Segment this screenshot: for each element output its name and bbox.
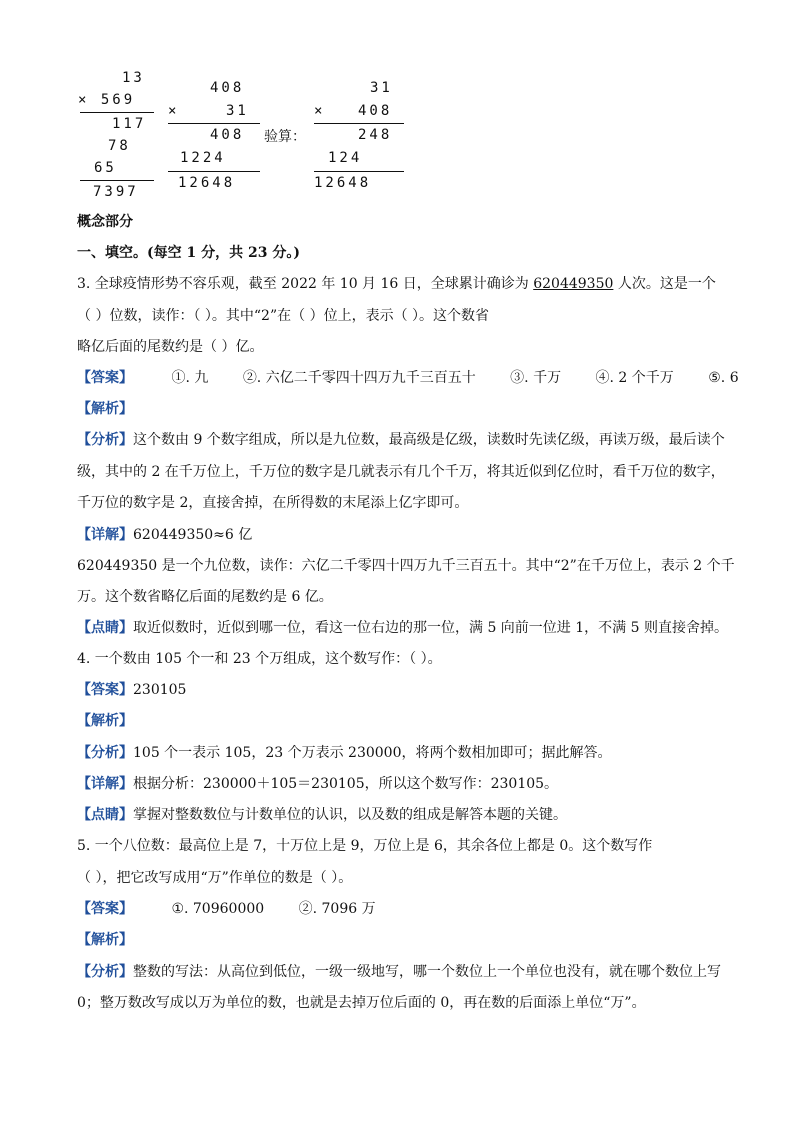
q5-answer-1: ①. 70960000 [171,901,265,917]
calc-mid-row4: 1224 [180,150,226,166]
q5-fenxi1 [77,962,721,982]
calc-left-row2: × 569 [78,92,136,108]
q3-answer-3: ③. 千万 [510,370,562,386]
q3-answer-5: ⑤. 6 [708,370,739,386]
q3-fenxi-text1: 这个数由 9 个数字组成，所以是九位数，最高级是亿级，读数时先读亿级，再读万级，最后读个 [133,432,725,448]
calc-left-result: 7397 [93,184,139,200]
q5-answer-2: ②. 7096 万 [298,901,376,917]
calc-mid-rule1 [168,123,260,124]
q3-fenxi2: 级，其中的 2 在千万位上，千万位的数字是几就表示有几个千万，将其近似到亿位时，看千万位的数字， [77,464,725,480]
calc-left-row3: 117 [112,116,147,132]
q3-answer-2: ②. 六亿二千零四十四万九千三百五十 [242,370,476,386]
calc-right-result: 12648 [314,175,372,191]
calc-right-row4: 124 [328,150,363,166]
q5-fenxi-tag: 【分析】 [77,964,133,980]
check-label: 验算： [264,129,306,145]
q3-answer [77,368,739,388]
q3-dianjing [77,618,728,638]
q3-line2: （ ）位数，读作：（ ）。其中“2”在（ ）位上，表示（ ）。这个数省 [77,308,490,324]
q3-answer-list [171,370,738,386]
q3-fenxi3: 千万位的数字是 2，直接舍掉，在所得数的末尾添上亿字即可。 [77,495,469,511]
q3-line1-b: 人次。这是一个 [613,276,716,292]
q3-xiangjie2: 620449350 是一个九位数，读作：六亿二千零四十四万九千三百五十。其中“2”在千万位上，表示 2 个千 [77,558,735,574]
calc-mid-rule2 [168,171,260,172]
q3-line3: 略亿后面的尾数约是（ ）亿。 [77,339,264,355]
q4-dianjing-text: 掌握对整数数位与计数单位的认识，以及数的组成是解答本题的关键。 [133,807,567,823]
q3-xiangjie1 [77,525,252,545]
calc-right-row3: 248 [358,127,393,143]
calc-mid-row1: 408 [210,80,245,96]
q3-answer-1: ①. 九 [171,370,209,386]
q4-fenxi [77,743,612,763]
q5-line1: 5. 一个八位数：最高位上是 7，十万位上是 9，万位上是 6，其余各位上都是 0。这个数写作 [77,838,653,854]
calc-left-row5: 65 [94,160,117,176]
calc-left-rule1 [80,112,154,113]
q4-xiangjie-text: 根据分析：230000＋105＝230105，所以这个数写作：230105。 [133,776,559,792]
q4-xiangjie-tag: 【详解】 [77,776,133,792]
q3-dianjing-tag: 【点睛】 [77,620,133,636]
q3-number: 620449350 [533,276,614,292]
q3-fenxi-tag: 【分析】 [77,432,133,448]
q4-dianjing-tag: 【点睛】 [77,807,133,823]
q3-fenxi1 [77,430,725,450]
q4-fenxi-tag: 【分析】 [77,745,133,761]
q4-jiexi: 【解析】 [77,713,133,729]
q4-answer-tag: 【答案】 [77,682,133,698]
q5-answer-tag: 【答案】 [77,901,133,917]
q5-answer [77,899,376,919]
q5-fenxi2: 0；整万数改写成以万为单位的数，也就是去掉万位后面的 0，再在数的后面添上单位“万”。 [77,995,646,1011]
q3-xiangjie-tag: 【详解】 [77,527,133,543]
q3-jiexi: 【解析】 [77,401,133,417]
q3-line1 [77,274,716,294]
q4-answer-value: 230105 [133,682,187,698]
q4-fenxi-text: 105 个一表示 105，23 个万表示 230000，将两个数相加即可；据此解答。 [133,745,612,761]
calc-right-rule1 [314,123,404,124]
calc-right-row1: 31 [370,80,393,96]
q4-line1: 4. 一个数由 105 个一和 23 个万组成，这个数写作：（ ）。 [77,651,442,667]
q5-fenxi-text1: 整数的写法：从高位到低位，一级一级地写，哪一个数位上一个单位也没有，就在哪个数位上写 [133,964,721,980]
calc-mid-result: 12648 [178,175,236,191]
calc-left-row4: 78 [108,138,131,154]
q4-answer [77,680,186,700]
calc-right-rule2 [314,171,404,172]
calc-left-rule2 [80,180,154,181]
part-title: 一、填空。(每空 1 分，共 23 分。) [77,245,300,261]
calc-left-row1: 13 [122,70,145,86]
q3-answer-tag: 【答案】 [77,370,133,386]
q3-dianjing-text: 取近似数时，近似到哪一位，看这一位右边的那一位，满 5 向前一位进 1，不满 5 则直接舍掉。 [133,620,728,636]
calc-right-times: × [314,103,326,119]
calc-mid-row2: 31 [226,103,249,119]
q3-xiangjie-text1: 620449350≈6 亿 [133,527,253,543]
q4-dianjing [77,805,567,825]
q5-line2: （ ），把它改写成用“万”作单位的数是（ ）。 [77,870,353,886]
calc-mid-row3: 408 [210,127,245,143]
calc-right-row2: 408 [358,103,393,119]
section-title: 概念部分 [77,214,133,230]
q4-xiangjie [77,774,558,794]
q3-answer-4: ④. 2 个千万 [595,370,674,386]
q3-xiangjie3: 万。这个数省略亿后面的尾数约是 6 亿。 [77,589,333,605]
q3-line1-a: 3. 全球疫情形势不容乐观，截至 2022 年 10 月 16 日，全球累计确诊为 [77,276,534,292]
q5-jiexi: 【解析】 [77,932,133,948]
calc-mid-times: × [168,103,180,119]
q5-answer-list [171,901,375,917]
